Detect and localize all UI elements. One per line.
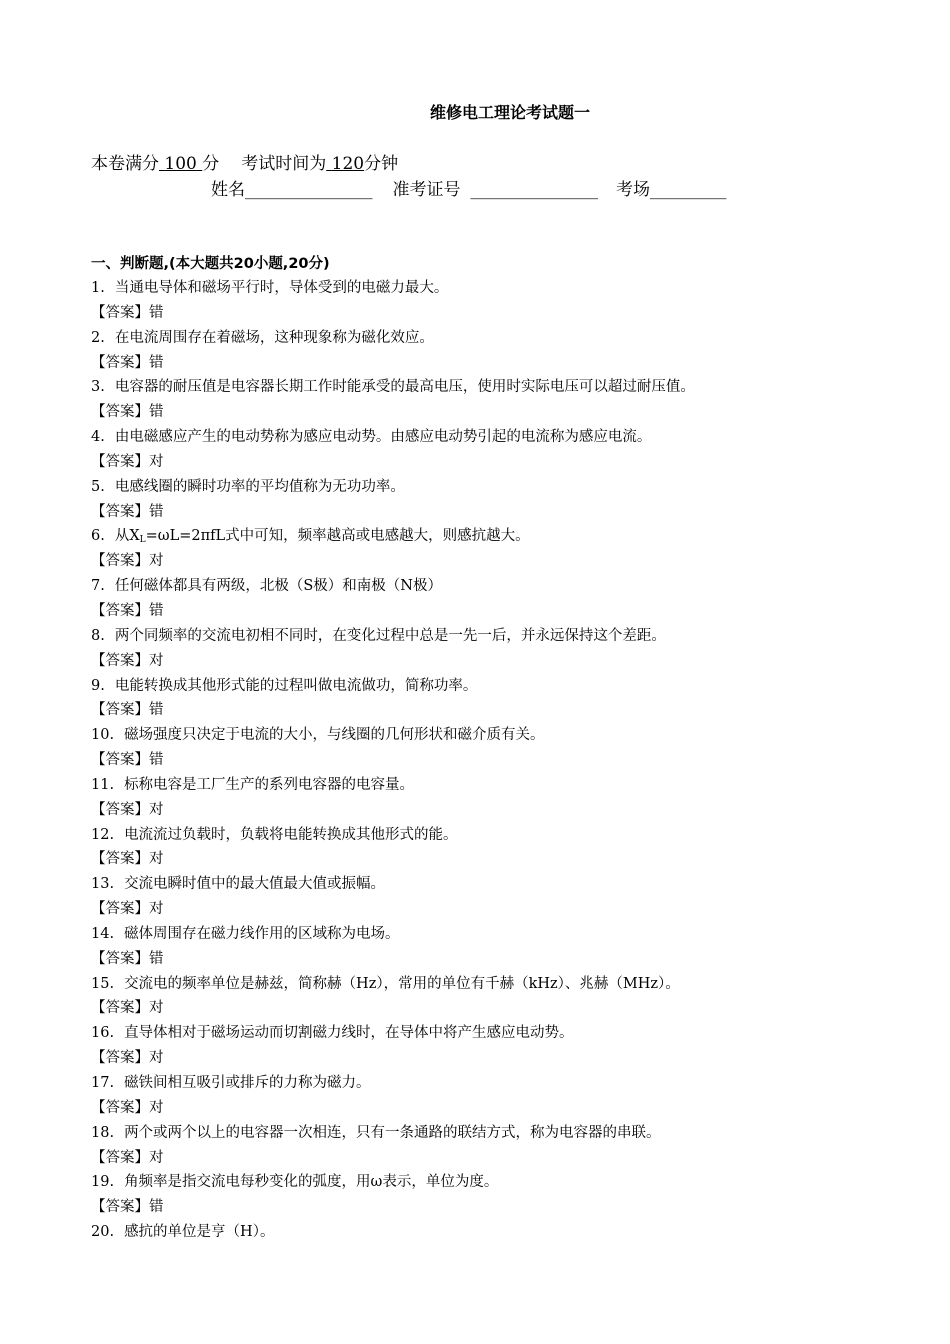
answer-line: [91, 450, 921, 475]
question-item: [91, 425, 921, 450]
question-text-part: 从X: [114, 528, 140, 545]
question-text: 两个同频率的交流电初相不同时，在变化过程中总是一先一后，并永远保持这个差距。: [114, 627, 666, 644]
question-item: [91, 773, 921, 798]
answer-line: [91, 847, 921, 872]
answer-value: 错: [149, 304, 164, 321]
question-number: 7.: [91, 578, 105, 595]
question-number: 11.: [91, 776, 115, 793]
answer-line: [91, 549, 921, 574]
question-number: 17.: [91, 1075, 115, 1091]
question-number: 2.: [91, 329, 105, 346]
answer-value: 错: [149, 354, 164, 371]
answer-line: [91, 698, 921, 723]
question-item: [91, 972, 921, 997]
answer-line: [91, 996, 921, 1021]
question-item: [91, 1121, 921, 1146]
question-text: 感抗的单位是亨（H）。: [124, 1224, 275, 1241]
answer-prefix: 【答案】: [91, 702, 149, 719]
question-text: 直导体相对于磁场运动而切割磁力线时，在导体中将产生感应电动势。: [124, 1025, 574, 1042]
name-field[interactable]: _______________: [245, 180, 373, 200]
question-item: [91, 624, 921, 649]
name-label: 姓名: [211, 180, 245, 200]
answer-value: 对: [149, 1000, 164, 1017]
answer-value: 错: [149, 602, 164, 619]
answer-value: 对: [149, 851, 164, 868]
answer-prefix: 【答案】: [91, 752, 149, 769]
answer-line: [91, 1195, 921, 1220]
answer-line: [91, 798, 921, 823]
question-item: [91, 574, 921, 599]
answer-value: 对: [149, 801, 164, 818]
answer-value: 对: [149, 453, 164, 470]
answer-value: 错: [149, 950, 164, 967]
subscript: L: [139, 535, 146, 546]
answer-prefix: 【答案】: [91, 1099, 149, 1116]
question-number: 6.: [91, 528, 105, 545]
room-field[interactable]: _________: [650, 180, 727, 200]
answer-line: [91, 599, 921, 624]
time-value: 120: [331, 154, 365, 174]
answer-line: [91, 947, 921, 972]
answer-line: [91, 500, 921, 525]
answer-line: [91, 351, 921, 376]
answer-prefix: 【答案】: [91, 1199, 149, 1216]
answer-value: 对: [149, 652, 164, 669]
question-text: 磁场强度只决定于电流的大小，与线圈的几何形状和磁介质有关。: [124, 727, 545, 744]
question-text: 任何磁体都具有两级，北极（S极）和南极（N极）: [114, 578, 442, 595]
question-item: [91, 375, 921, 400]
question-item: [91, 524, 921, 549]
question-item: [91, 276, 921, 301]
answer-line: [91, 748, 921, 773]
exam-id-field[interactable]: _______________: [470, 180, 598, 200]
question-number: 12.: [91, 826, 115, 843]
exam-info-line: [91, 149, 398, 174]
question-number: 9.: [91, 677, 105, 694]
question-number: 10.: [91, 727, 115, 744]
question-item: [91, 723, 921, 748]
answer-line: [91, 649, 921, 674]
question-text: 交流电瞬时值中的最大值最大值或振幅。: [124, 876, 386, 893]
question-list: [91, 276, 921, 1245]
question-number: 13.: [91, 876, 115, 893]
answer-value: 错: [149, 503, 164, 520]
answer-line: [91, 301, 921, 326]
answer-value: 对: [149, 1099, 164, 1116]
answer-prefix: 【答案】: [91, 950, 149, 967]
question-number: 19.: [91, 1174, 115, 1191]
answer-value: 对: [149, 901, 164, 918]
answer-prefix: 【答案】: [91, 801, 149, 818]
answer-prefix: 【答案】: [91, 1050, 149, 1067]
question-text: 电感线圈的瞬时功率的平均值称为无功功率。: [114, 478, 405, 495]
question-number: 18.: [91, 1124, 115, 1141]
question-item: [91, 1220, 921, 1245]
question-number: 3.: [91, 379, 105, 396]
answer-value: 错: [149, 404, 164, 421]
question-number: 1.: [91, 280, 105, 296]
question-number: 8.: [91, 627, 105, 644]
question-text: 标称电容是工厂生产的系列电容器的电容量。: [124, 776, 415, 793]
question-text: [115, 528, 530, 544]
answer-value: 对: [149, 1149, 164, 1166]
question-text: 两个或两个以上的电容器一次相连，只有一条通路的联结方式，称为电容器的串联。: [124, 1124, 661, 1141]
question-number: 14.: [91, 925, 115, 942]
answer-prefix: 【答案】: [91, 602, 149, 619]
answer-prefix: 【答案】: [91, 553, 149, 570]
answer-prefix: 【答案】: [91, 851, 149, 868]
question-number: 20.: [91, 1224, 115, 1241]
answer-prefix: 【答案】: [91, 354, 149, 371]
answer-value: 错: [149, 1199, 164, 1216]
answer-value: 对: [149, 553, 164, 570]
answer-prefix: 【答案】: [91, 453, 149, 470]
question-item: [91, 1071, 921, 1096]
exam-id-label: 准考证号: [392, 180, 461, 200]
answer-line: [91, 1096, 921, 1121]
section-heading: 一、判断题,(本大题共20小题,20分): [91, 256, 330, 272]
full-score-label: 本卷满分: [91, 154, 159, 174]
question-number: 5.: [91, 478, 105, 495]
question-number: 16.: [91, 1025, 115, 1042]
answer-line: [91, 897, 921, 922]
answer-prefix: 【答案】: [91, 652, 149, 669]
answer-prefix: 【答案】: [91, 901, 149, 918]
question-text: 交流电的频率单位是赫兹，简称赫（Hz），常用的单位有千赫（kHz）、兆赫（MHz）。: [124, 975, 680, 992]
candidate-info-line: [211, 175, 727, 200]
answer-prefix: 【答案】: [91, 1000, 149, 1017]
question-text: 磁体周围存在磁力线作用的区域称为电场。: [124, 925, 400, 942]
question-number: 4.: [91, 429, 105, 446]
room-label: 考场: [616, 180, 650, 200]
time-label: 考试时间为: [241, 154, 327, 174]
question-item: [91, 872, 921, 897]
answer-value: 对: [149, 1050, 164, 1067]
answer-prefix: 【答案】: [91, 404, 149, 421]
question-item: [91, 475, 921, 500]
page-title: 维修电工理论考试题一: [429, 103, 590, 122]
question-text: 电能转换成其他形式能的过程叫做电流做功，简称功率。: [114, 677, 478, 694]
question-text: 电流流过负载时，负载将电能转换成其他形式的能。: [124, 826, 458, 843]
question-text: 电容器的耐压值是电容器长期工作时能承受的最高电压，使用时实际电压可以超过耐压值。: [114, 379, 695, 396]
question-text: 在电流周围存在着磁场，这种现象称为磁化效应。: [114, 329, 434, 346]
answer-line: [91, 1046, 921, 1071]
question-item: [91, 1170, 921, 1195]
question-text: 由电磁感应产生的电动势称为感应电动势。由感应电动势引起的电流称为感应电流。: [114, 429, 652, 446]
answer-prefix: 【答案】: [91, 503, 149, 520]
question-item: [91, 823, 921, 848]
question-text: 当通电导体和磁场平行时，导体受到的电磁力最大。: [114, 280, 449, 296]
question-item: [91, 922, 921, 947]
answer-value: 错: [149, 752, 164, 769]
question-item: [91, 674, 921, 699]
answer-prefix: 【答案】: [91, 1149, 149, 1166]
answer-line: [91, 1146, 921, 1171]
answer-line: [91, 400, 921, 425]
time-unit: 分钟: [364, 154, 399, 174]
score-unit: 分: [202, 154, 220, 174]
question-text-part: =ωL=2πfL式中可知，频率越高或电感越大，则感抗越大。: [145, 528, 530, 545]
question-text: 角频率是指交流电每秒变化的弧度，用ω表示，单位为度。: [124, 1174, 499, 1191]
question-item: [91, 1021, 921, 1046]
question-number: 15.: [91, 975, 115, 992]
question-text: 磁铁间相互吸引或排斥的力称为磁力。: [124, 1075, 371, 1091]
answer-value: 错: [149, 702, 164, 719]
question-item: [91, 326, 921, 351]
answer-prefix: 【答案】: [91, 304, 149, 321]
full-score-value: 100: [164, 154, 197, 174]
